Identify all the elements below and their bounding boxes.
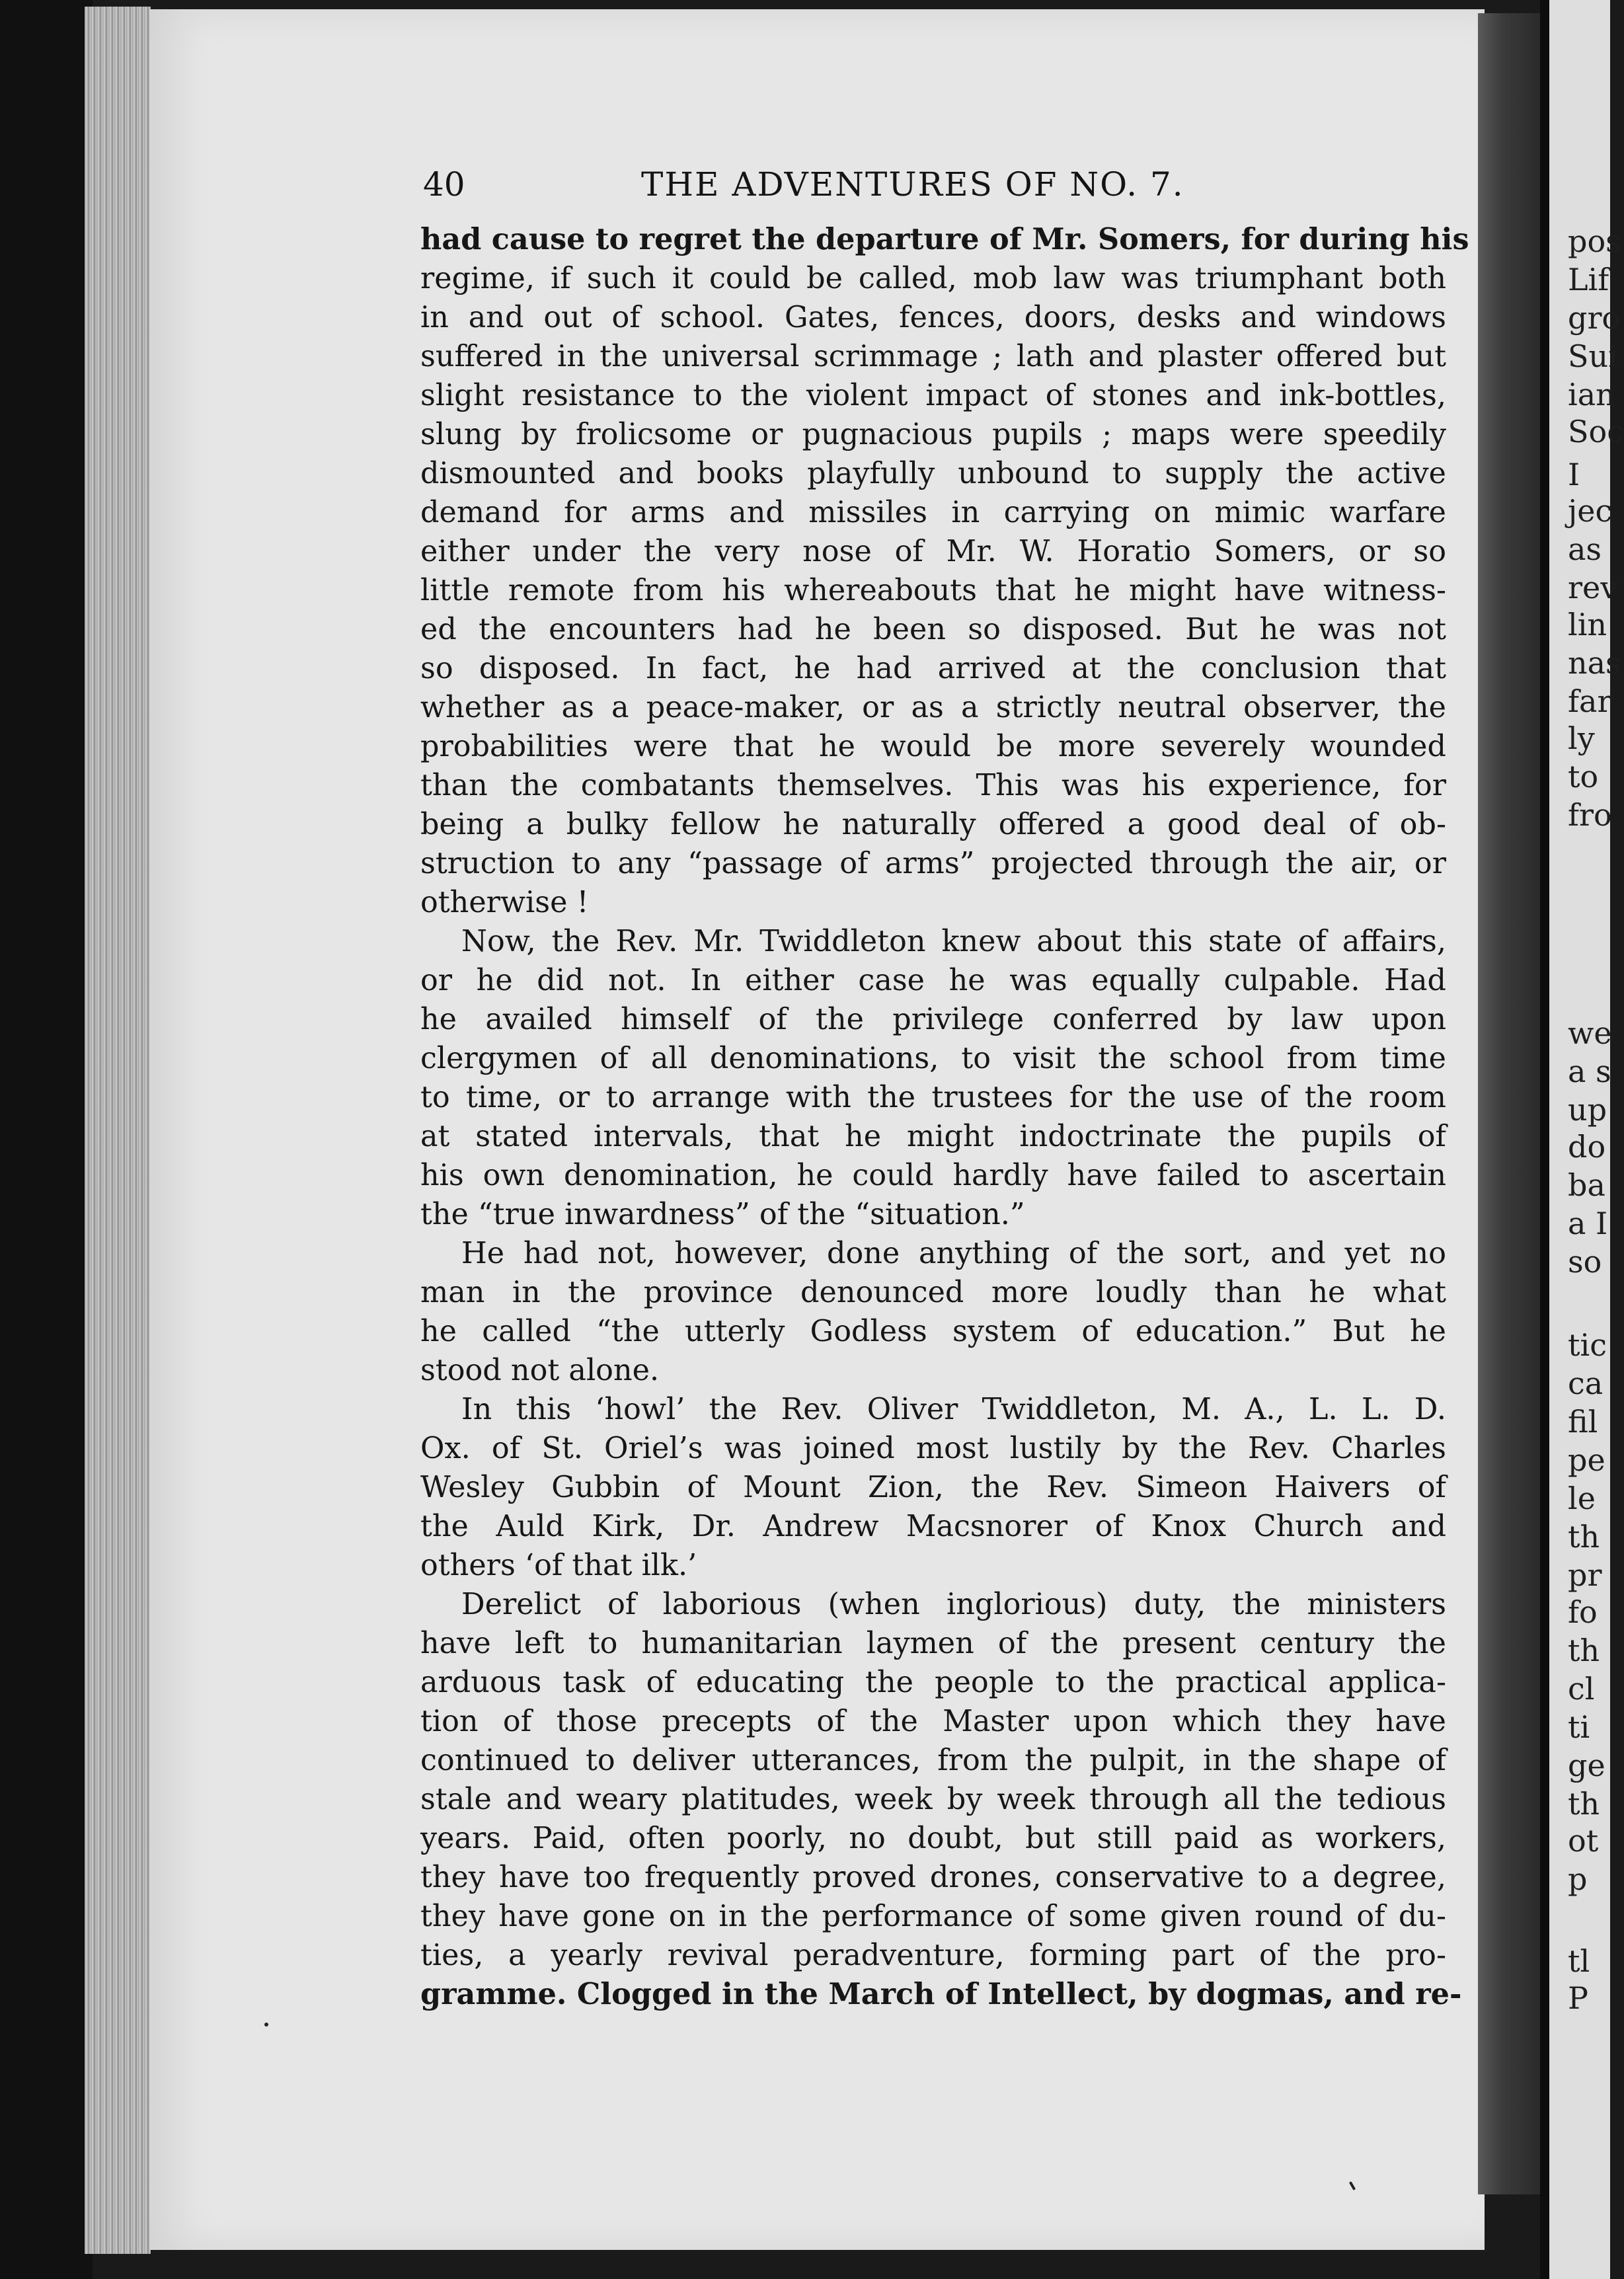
facing-page-line: lin [1568, 607, 1607, 642]
text-line: man in the province denounced more loudly than he what [420, 1276, 1446, 1309]
facing-page-line: fil [1568, 1404, 1598, 1440]
text-line: slung by frolicsome or pugnacious pupils ; maps were speedily [420, 418, 1446, 451]
text-line: in and out of school. Gates, fences, doors, desks and windows [420, 301, 1446, 334]
text-line: suffered in the universal scrimmage ; lath and plaster offered but [420, 340, 1446, 373]
page-number: 40 [423, 165, 465, 204]
facing-page-line: gro [1568, 300, 1621, 336]
text-line: stale and weary platitudes, week by week through all the tedious [420, 1783, 1446, 1816]
facing-page-line: up [1568, 1092, 1607, 1128]
text-line: arduous task of educating the people to the practical applica- [420, 1666, 1446, 1699]
text-line: demand for arms and missiles in carrying on mimic warfare [420, 496, 1446, 529]
facing-page-line: a s [1568, 1054, 1611, 1089]
text-line: at stated intervals, that he might indoctrinate the pupils of [420, 1120, 1446, 1153]
text-line: stood not alone. [420, 1354, 660, 1387]
facing-page-line: th [1568, 1786, 1600, 1822]
facing-page-line: pr [1568, 1557, 1602, 1593]
text-line: regime, if such it could be called, mob law was triumphant both [420, 262, 1446, 295]
text-line: they have too frequently proved drones, conservative to a degree, [420, 1861, 1446, 1894]
facing-page-line: th [1568, 1633, 1600, 1668]
page-header [423, 165, 1454, 212]
text-line: being a bulky fellow he naturally offered a good deal of ob- [420, 808, 1446, 841]
text-line: his own denomination, he could hardly have failed to ascertain [420, 1159, 1446, 1192]
text-line: ties, a yearly revival peradventure, forming part of the pro- [420, 1939, 1446, 1972]
facing-page-line: ian [1568, 377, 1615, 412]
facing-page-line: we [1568, 1015, 1612, 1051]
facing-page-line: Soc [1568, 414, 1624, 449]
text-line: years. Paid, often poorly, no doubt, but still paid as workers, [420, 1822, 1446, 1855]
facing-page-line: to [1568, 759, 1599, 794]
facing-page-line: th [1568, 1519, 1600, 1555]
facing-page-line: I [1568, 457, 1580, 492]
spine-gutter-shadow [1478, 13, 1541, 2194]
facing-page-line: ot [1568, 1823, 1599, 1859]
facing-page-line: rev [1568, 570, 1618, 605]
facing-page-line: jec [1568, 493, 1613, 529]
text-line: to time, or to arrange with the trustees for the use of the room [420, 1081, 1446, 1114]
facing-page-line: cl [1568, 1671, 1595, 1707]
facing-page-line: P [1568, 1980, 1588, 2016]
text-line: Wesley Gubbin of Mount Zion, the Rev. Simeon Haivers of [420, 1471, 1446, 1504]
text-line: slight resistance to the violent impact of stones and ink-bottles, [420, 379, 1446, 412]
text-line: struction to any “passage of arms” projected through the air, or [420, 847, 1446, 880]
text-line: In this ‘howl’ the Rev. Oliver Twiddleton, M. A., L. L. D. [461, 1393, 1446, 1426]
text-line: he availed himself of the privilege conferred by law upon [420, 1003, 1446, 1036]
facing-page-line: far [1568, 683, 1612, 719]
text-line: otherwise ! [420, 886, 589, 919]
facing-page-line: as [1568, 531, 1602, 567]
facing-page-line: ba [1568, 1167, 1605, 1203]
facing-page-line: p [1568, 1861, 1588, 1897]
text-line: have left to humanitarian laymen of the present century the [420, 1627, 1446, 1660]
facing-page-line: ly [1568, 720, 1595, 756]
text-line: they have gone on in the performance of some given round of du- [420, 1900, 1446, 1933]
text-line: the “true inwardness” of the “situation.” [420, 1198, 1025, 1231]
text-line: whether as a peace-maker, or as a strictly neutral observer, the [420, 691, 1446, 724]
text-line: or he did not. In either case he was equally culpable. Had [420, 964, 1446, 997]
facing-page-line: fro [1568, 797, 1612, 833]
text-line: the Auld Kirk, Dr. Andrew Macsnorer of Knox Church and [420, 1510, 1446, 1543]
text-line: probabilities were that he would be more severely wounded [420, 730, 1446, 763]
text-line: Ox. of St. Oriel’s was joined most lustily by the Rev. Charles [420, 1432, 1446, 1465]
text-line: continued to deliver utterances, from the pulpit, in the shape of [420, 1744, 1446, 1777]
text-line: little remote from his whereabouts that he might have witness- [420, 574, 1446, 607]
facing-page-line: le [1568, 1481, 1596, 1516]
facing-page-line: tl [1568, 1943, 1590, 1979]
facing-page-line: Lif [1568, 262, 1609, 297]
text-line: tion of those precepts of the Master upon which they have [420, 1705, 1446, 1738]
facing-page-line: Sui [1568, 338, 1618, 374]
facing-page-line: fo [1568, 1594, 1598, 1630]
page-speck [264, 2023, 268, 2027]
text-line: Derelict of laborious (when inglorious) duty, the ministers [461, 1588, 1446, 1621]
text-line: ed the encounters had he been so disposed. But he was not [420, 613, 1446, 646]
facing-page-line: a I [1568, 1206, 1608, 1241]
body-text [420, 220, 1469, 2014]
facing-page-line: pe [1568, 1442, 1605, 1478]
facing-page-line: nas [1568, 645, 1621, 681]
text-line: clergymen of all denominations, to visit the school from time [420, 1042, 1446, 1075]
text-line: so disposed. In fact, he had arrived at the conclusion that [420, 652, 1446, 685]
facing-page-line: ca [1568, 1366, 1604, 1401]
facing-page-line: so [1568, 1244, 1602, 1280]
text-line: others ‘of that ilk.’ [420, 1549, 697, 1582]
text-line: dismounted and books playfully unbound to supply the active [420, 457, 1446, 490]
page-stack-edge [85, 7, 151, 2254]
facing-page-line: ti [1568, 1709, 1590, 1745]
text-line: Now, the Rev. Mr. Twiddleton knew about this state of affairs, [461, 925, 1446, 958]
text-line: gramme. Clogged in the March of Intellect, by dogmas, and re- [420, 1977, 1462, 2011]
facing-page-fragment [1549, 0, 1624, 2279]
book-cover-edge [0, 0, 93, 2279]
text-line: had cause to regret the departure of Mr. Somers, for during his [420, 222, 1469, 256]
facing-page-line: pos [1568, 223, 1621, 259]
facing-page-line: ge [1568, 1748, 1605, 1783]
text-line: He had not, however, done anything of the sort, and yet no [461, 1237, 1446, 1270]
text-line: than the combatants themselves. This was his experience, for [420, 769, 1446, 802]
facing-page-line: tic [1568, 1327, 1607, 1363]
running-title: THE ADVENTURES OF NO. 7. [641, 165, 1184, 204]
facing-page-line: do [1568, 1129, 1606, 1165]
text-line: either under the very nose of Mr. W. Horatio Somers, or so [420, 535, 1446, 568]
text-line: he called “the utterly Godless system of education.” But he [420, 1315, 1446, 1348]
spine-gutter-line [1540, 0, 1549, 2279]
